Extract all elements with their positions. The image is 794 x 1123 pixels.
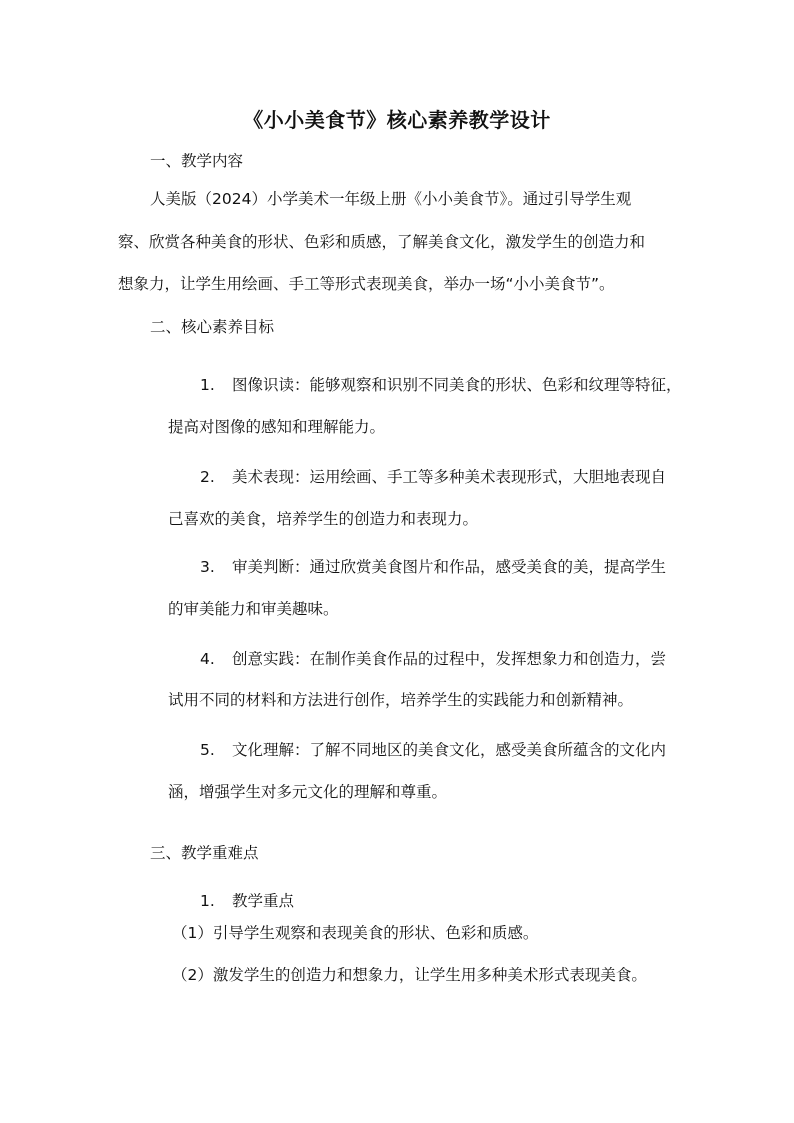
list-number: 3.: [200, 558, 215, 576]
goal-item-line: [200, 648, 666, 670]
goal-item-cont: 涵，增强学生对多元文化的理解和尊重。: [168, 783, 448, 801]
section-heading-keypoints: 三、教学重难点: [150, 844, 259, 862]
goal-item-line: [200, 466, 666, 488]
goal-text: 美术表现：运用绘画、手工等多种美术表现形式，大胆地表现自: [232, 468, 667, 486]
goal-item-cont: 的审美能力和审美趣味。: [168, 600, 339, 618]
goal-item-cont: 提高对图像的感知和理解能力。: [168, 418, 386, 436]
list-number: 1.: [200, 892, 215, 910]
paragraph-line: 想象力，让学生用绘画、手工等形式表现美食，举办一场“小小美食节”。: [118, 275, 615, 293]
sub-heading: 教学重点: [232, 892, 295, 910]
goal-item-line: [200, 556, 666, 578]
list-number: 2.: [200, 468, 215, 486]
section-heading-goals: 二、核心素养目标: [150, 318, 275, 336]
sub-heading-line: [200, 890, 294, 912]
goal-text: 创意实践：在制作美食作品的过程中，发挥想象力和创造力，尝: [232, 650, 667, 668]
goal-text: 审美判断：通过欣赏美食图片和作品，感受美食的美，提高学生: [232, 558, 667, 576]
paragraph-line: 察、欣赏各种美食的形状、色彩和质感，了解美食文化，激发学生的创造力和: [118, 233, 646, 251]
section-heading-content: 一、教学内容: [150, 152, 244, 170]
goal-item-line: [200, 739, 666, 761]
key-point-line: （2）激发学生的创造力和想象力，让学生用多种美术形式表现美食。: [172, 966, 647, 984]
document-title: 《小小美食节》核心素养教学设计: [243, 108, 551, 132]
goal-text: 文化理解：了解不同地区的美食文化，感受美食所蕴含的文化内: [232, 741, 667, 759]
list-number: 1.: [200, 376, 215, 394]
list-number: 4.: [200, 650, 215, 668]
key-point-line: （1）引导学生观察和表现美食的形状、色彩和质感。: [172, 924, 539, 942]
goal-item-cont: 试用不同的材料和方法进行创作，培养学生的实践能力和创新精神。: [168, 691, 634, 709]
goal-item-cont: 己喜欢的美食，培养学生的创造力和表现力。: [168, 510, 479, 528]
list-number: 5.: [200, 741, 215, 759]
goal-item-line: [200, 374, 682, 396]
goal-text: 图像识读：能够观察和识别不同美食的形状、色彩和纹理等特征，: [232, 376, 682, 394]
paragraph-line: 人美版（2024）小学美术一年级上册《小小美食节》。通过引导学生观: [150, 190, 632, 208]
